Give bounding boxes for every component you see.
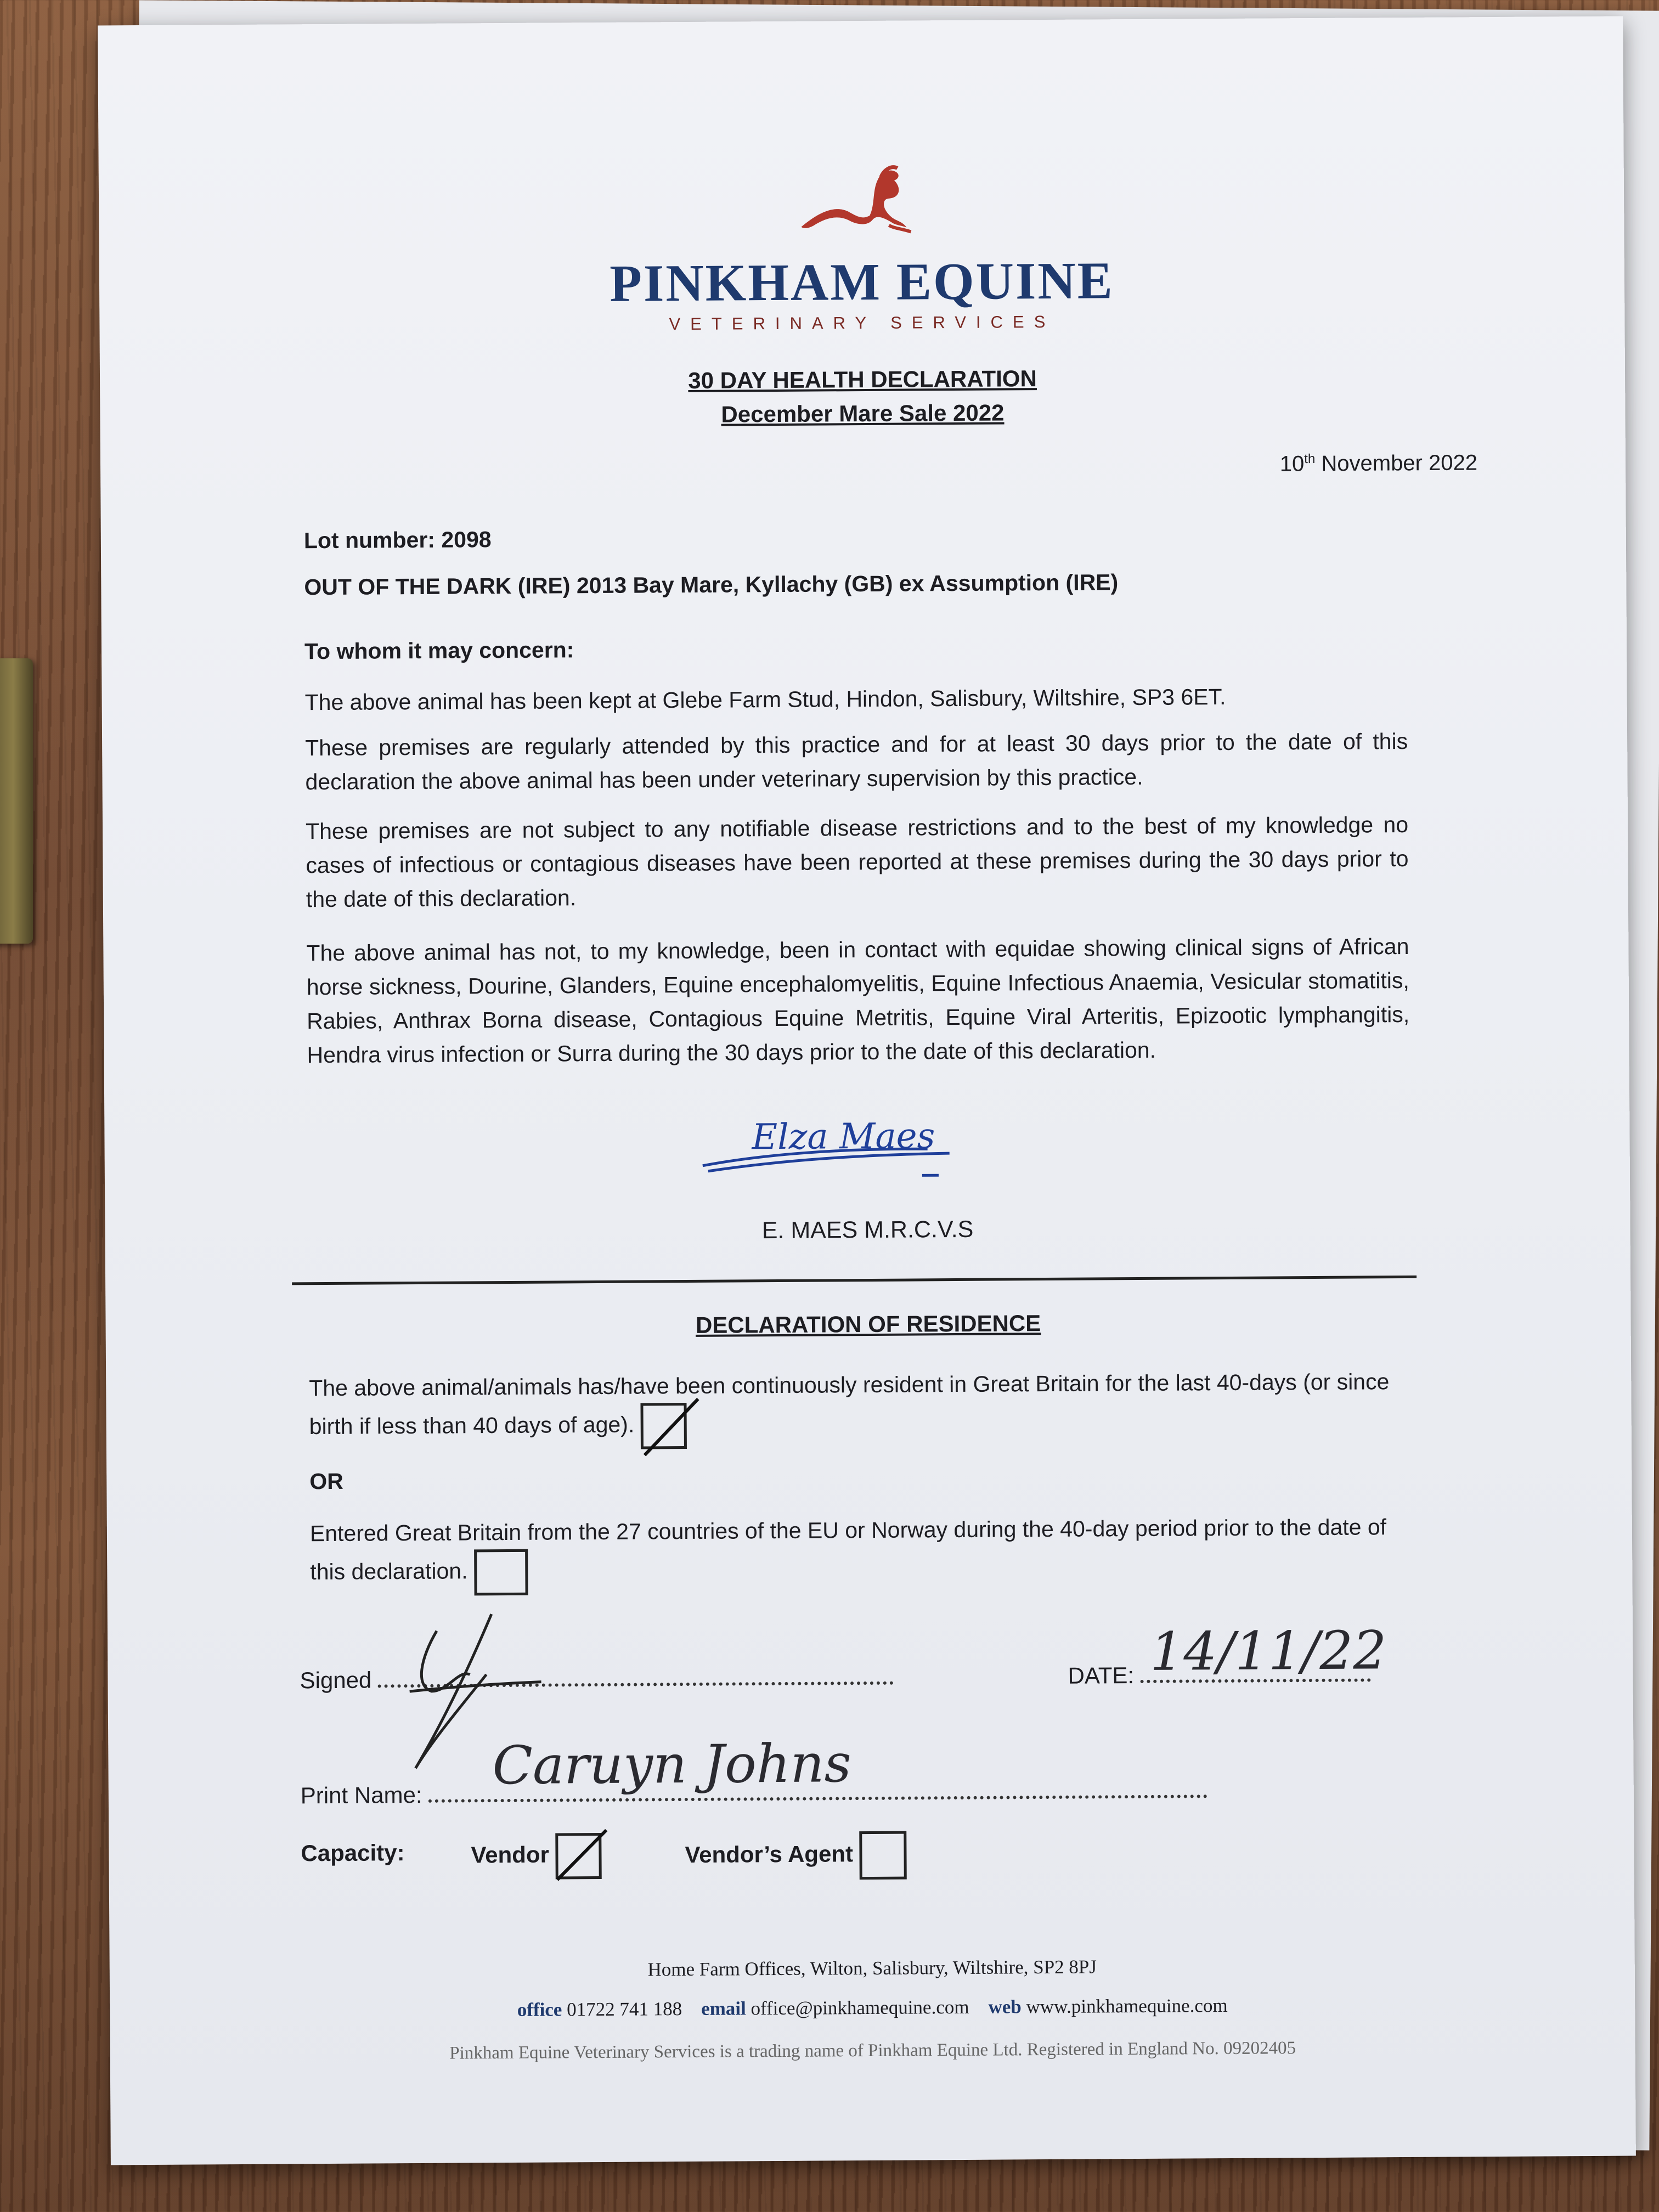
vet-signature [697,1109,983,1196]
capacity-agent [685,1831,907,1881]
desk-object [0,658,33,944]
residence-option-1: The above animal/animals has/have been continuously resident in Great Britain for the last 40-days (or since birth if less than 40 days of age). [309,1364,1401,1451]
document-title: 30 DAY HEALTH DECLARATION [688,365,1037,393]
paragraph-supervision: These premises are regularly attended by this practice and for at least 30 days prior to the date of this declaration the above animal has been under veterinary supervision by this practice. [305,728,1408,795]
website-link[interactable]: www.pinkhamequine.com [1026,1995,1228,2018]
print-name-label: Print Name: [300,1781,422,1809]
vendors-agent-label: Vendor’s Agent [685,1841,854,1868]
handwritten-print-name: Caruyn Johns [492,1733,852,1797]
section-divider [292,1276,1417,1285]
paragraph-restrictions: These premises are not subject to any notifiable disease restrictions and to the best of my knowledge no cases of infectious or contagious diseases have been reported at these premises during the 30 days prior to the date of this declaration. [305,811,1409,912]
or-label: OR [309,1468,343,1494]
date-label: DATE: [1068,1662,1135,1689]
signed-label: Signed [300,1667,372,1694]
residence-option-2: Entered Great Britain from the 27 countries of the EU or Norway during the 40-day period prior to the date of this declaration. [310,1510,1402,1596]
vendor-checkbox[interactable] [555,1833,602,1880]
footer-legal: Pinkham Equine Veterinary Services is a trading name of Pinkham Equine Ltd. Registered in England No. 09202405 [449,2038,1296,2063]
horse-description: OUT OF THE DARK (IRE) 2013 Bay Mare, Kyllachy (GB) ex Assumption (IRE) [304,569,1119,600]
document-date: 10th November 2022 [1279,450,1478,476]
residence-title: DECLARATION OF RESIDENCE [695,1310,1041,1338]
residence-option-1-checkbox[interactable] [640,1403,687,1449]
footer-address: Home Farm Offices, Wilton, Salisbury, Wiltshire, SP2 8PJ [647,1956,1097,1980]
document-subtitle: December Mare Sale 2022 [721,399,1005,427]
brand-name: PINKHAM EQUINE [609,251,1114,313]
vet-name: E. MAES M.R.C.V.S [761,1216,974,1244]
vendor-label: Vendor [471,1841,550,1868]
capacity-vendor [471,1833,602,1880]
horse-logo-icon [99,156,1624,248]
signed-field [300,1664,894,1694]
lot-number: Lot number: 2098 [303,527,492,554]
vet-signature-text: Elza Maes [752,1116,935,1158]
handwritten-date: 14/11/22 [1149,1620,1387,1683]
paragraph-premises: The above animal has been kept at Glebe Farm Stud, Hindon, Salisbury, Wiltshire, SP3 6ET. [304,684,1226,715]
paragraph-contact: The above animal has not, to my knowledge, been in contact with equidae showing clinical signs of African horse sickness, Dourine, Glanders, Equine encephalomyelitis, Equine Infectious Anaemia, Vesicular stomatitis, Rabies, Anthrax Borna disease, Contagious Equine Metritis, Equine Viral Arteritis, Epizootic lymphangitis, Hendra virus infection or Surra during the 30 days prior to the date of this declaration. [306,933,1410,1068]
residence-option-2-checkbox[interactable] [474,1549,528,1596]
footer-contacts: office 01722 741 188 email office@pinkhamequine.com web www.pinkhamequine.com [517,1995,1228,2021]
capacity-label: Capacity: [301,1839,405,1866]
health-declaration-document [98,16,1636,2165]
vendors-agent-checkbox[interactable] [859,1831,907,1880]
brand-subtitle: VETERINARY SERVICES [669,312,1056,334]
salutation: To whom it may concern: [304,637,574,664]
email-link[interactable]: office@pinkhamequine.com [751,1996,969,2019]
